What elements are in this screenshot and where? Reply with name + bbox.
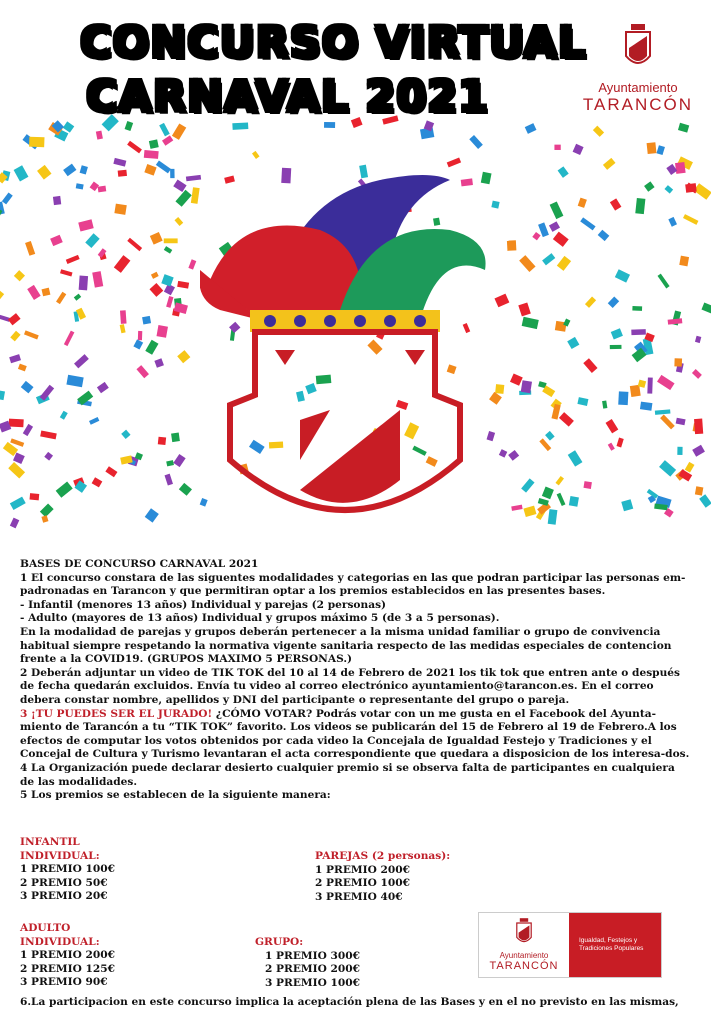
confetti-piece [553,232,569,247]
confetti-piece [9,419,24,428]
confetti-piece [676,418,686,426]
confetti-piece [173,454,185,467]
infantil-parejas-column [315,850,450,904]
confetti-piece [42,288,51,297]
footer-text: 6.La participacion en este concurso implica la aceptación plena de las Bases y en el no previsto en las mismas, [20,996,679,1008]
confetti-piece [525,123,537,134]
confetti-piece [156,160,171,173]
igualdad-festejos-logo [478,912,662,978]
confetti-piece [542,253,555,265]
confetti-piece [186,175,201,181]
confetti-piece [40,503,54,517]
confetti-piece [692,369,702,379]
confetti-piece [511,505,522,511]
infantil-parejas-heading: PAREJAS (2 personas): [315,850,451,862]
confetti-piece [29,137,44,147]
confetti-piece [232,122,248,129]
confetti-piece [162,135,173,145]
prize-line: 1 PREMIO 200€ [315,863,410,876]
confetti-piece [647,142,657,154]
confetti-piece [699,494,711,507]
title-line-2: CARNAVAL 2021 [86,72,489,122]
confetti-piece [8,313,21,325]
prize-line: 1 PREMIO 300€ [265,949,360,962]
confetti-piece [175,217,184,226]
confetti-piece [166,460,174,466]
confetti-piece [127,141,142,154]
confetti-piece [179,483,192,496]
adulto-grupo-column [255,936,360,990]
confetti-piece [92,477,103,487]
confetti-piece [8,462,25,479]
title-line-1: CONCURSO VIRTUAL [80,18,587,68]
carnival-jester-crest [200,160,490,550]
confetti-piece [136,365,149,378]
confetti-piece [133,339,143,349]
confetti-piece [63,164,76,177]
confetti-piece [40,430,57,439]
confetti-piece [679,256,689,267]
bases-paragraph-5: 2 Deberán adjuntar un video de TIK TOK del 10 al 14 de Febrero de 2021 los tik tok que entren ante o después de fecha quedarán excluidos. Envía tu video al correo electrónico ayuntamiento@tarancon.es. En el correo debera constar nombre, apellidos y DNI del participante o representante del grupo o pareja. [20,666,680,706]
confetti-piece [606,419,619,433]
confetti-piece [664,185,673,193]
confetti-piece [631,329,646,335]
infantil-heading: INFANTIL [20,836,80,848]
confetti-piece [79,276,88,291]
confetti-piece [154,358,164,368]
confetti-piece [567,337,579,349]
confetti-piece [583,358,597,373]
box-text-igualdad: Igualdad, Festejos y [579,937,638,944]
confetti-piece [23,424,33,436]
confetti-piece [89,417,99,425]
prize-line: 3 PREMIO 90€ [20,976,108,989]
confetti-piece [114,255,131,273]
confetti-piece [550,201,564,219]
bases-paragraph-7: 4 La Organización puede declarar desierto cualquier premio si se observa falta de participantes en cualquiera de las modalidades. [20,761,675,788]
confetti-piece [9,354,21,363]
confetti-piece [558,166,569,178]
confetti-piece [64,331,75,346]
confetti-piece [24,330,39,339]
confetti-piece [63,121,74,132]
prize-line: 3 PREMIO 100€ [265,976,360,989]
confetti-piece [149,139,159,148]
prize-line: 2 PREMIO 200€ [265,963,360,976]
confetti-piece [657,375,675,390]
confetti-piece [145,508,159,522]
confetti-piece [159,123,170,136]
confetti-piece [656,145,664,155]
bases-paragraph-2: - Infantil (menores 13 años) Individual y parejas (2 personas) [20,598,387,611]
confetti-piece [532,232,540,240]
confetti-piece [683,214,698,225]
confetti-piece [499,449,507,458]
confetti-piece [151,272,159,279]
confetti-piece [56,482,73,498]
confetti-piece [677,447,682,455]
confetti-piece [678,123,689,133]
confetti-piece [557,493,566,506]
bases-paragraph-6 [20,708,692,762]
confetti-piece [25,241,35,256]
confetti-piece [138,331,142,340]
ayuntamiento-logo [578,22,698,115]
confetti-piece [610,198,622,210]
confetti-piece [568,450,583,466]
confetti-piece [252,151,260,159]
confetti-piece [171,433,180,443]
confetti-piece [156,325,167,338]
confetti-piece [14,270,25,281]
prize-line: 2 PREMIO 50€ [20,876,108,889]
confetti-piece [37,165,51,180]
confetti-piece [518,302,531,316]
confetti-piece [10,497,26,510]
confetti-piece [617,438,624,448]
confetti-piece [602,401,607,409]
confetti-piece [489,392,502,405]
prize-line: 2 PREMIO 125€ [20,962,115,975]
confetti-piece [494,294,509,308]
confetti-piece [90,182,99,192]
confetti-piece [621,499,633,511]
adulto-individual-heading: INDIVIDUAL: [20,935,100,948]
confetti-piece [608,296,619,307]
confetti-piece [97,382,109,393]
confetti-piece [655,409,671,415]
confetti-piece [559,412,574,427]
confetti-piece [538,498,549,506]
confetti-piece [0,390,5,400]
bases-paragraph-1: 1 El concurso constara de las siguentes modalidades y categorias en las que podran participar las personas em-padronadas en Tarancon y que permitiran optar a los premios establecidos en las presentes bases. [20,571,686,598]
confetti-piece [685,183,697,193]
confetti-piece [630,385,641,397]
confetti-piece [692,445,705,457]
confetti-piece [74,354,89,368]
confetti-piece [618,391,628,405]
confetti-piece [555,476,564,485]
infantil-individual-heading: INDIVIDUAL: [20,849,100,862]
confetti-piece [21,381,34,393]
bases-paragraph-4: En la modalidad de parejas y grupos deberán pertenecer a la misma unidad familiar o grupo de convivencia habitual siempre respetando la normativa vigente sanitaria respecto de las medidas especiales de contencion frente a la COVID19. (GRUPOS MAXIMO 5 PERSONAS.) [20,625,672,666]
confetti-piece [175,190,191,207]
infantil-individual-column [20,836,115,904]
confetti-piece [165,474,173,486]
confetti-piece [74,294,81,301]
confetti-piece [10,518,19,529]
confetti-piece [144,164,156,176]
confetti-piece [685,462,695,473]
confetti-piece [66,375,83,387]
box-text-tradiciones: Tradiciones Populares [579,945,644,952]
confetti-piece [701,303,711,315]
confetti-piece [150,232,163,245]
confetti-piece [144,150,159,159]
adulto-heading: ADULTO [20,922,71,934]
confetti-piece [635,198,645,214]
confetti-piece [640,402,652,411]
confetti-piece [593,126,604,137]
crest-icon [513,917,535,947]
confetti-piece [114,204,126,215]
confetti-piece [598,230,610,241]
confetti-piece [44,452,53,461]
confetti-piece [583,481,591,489]
confetti-piece [675,162,686,174]
bases-paragraph-8: 5 Los premios se establecen de la siguiente manera: [20,789,331,802]
confetti-piece [120,324,126,333]
confetti-piece [173,180,186,193]
confetti-piece [113,158,126,167]
jurado-highlight: 3 ¡TU PUEDES SER EL JURADO! [20,707,213,720]
box-logo-tarancon: TARANCÓN [489,960,559,972]
confetti-piece [542,487,554,500]
confetti-piece [53,196,61,205]
confetti-piece [105,466,117,477]
confetti-piece [521,380,532,393]
prize-line: 3 PREMIO 20€ [20,890,108,903]
confetti-piece [507,240,516,251]
confetti-piece [158,437,166,445]
confetti-piece [66,255,80,264]
prize-line: 1 PREMIO 200€ [20,949,115,962]
confetti-piece [76,183,84,189]
confetti-piece [164,246,172,254]
confetti-piece [644,181,655,191]
confetti-piece [695,336,701,343]
confetti-piece [539,438,551,451]
confetti-piece [142,316,151,325]
confetti-piece [522,317,539,329]
adulto-individual-column [20,922,115,990]
confetti-piece [695,486,703,495]
confetti-piece [615,269,630,282]
confetti-piece [172,123,186,139]
confetti-piece [177,350,190,363]
bases-paragraph-3: - Adulto (mayores de 13 años) Individual y grupos máximo 5 (de 3 a 5 personas). [20,612,500,625]
voting-text: ¿CÓMO VOTAR? Podrás votar con un me gusta en el Facebook del Ayunta-miento de Tarancón a tu “TIK TOK” favorito. Los videos se publicarán del 15 de Febrero al 19 de Febrero.A los efectos de computar los votos obtenidos por cada video la Concejala de Igualdad Festejo y Tradiciones y el Concejal de Cultura y Turismo levantaran el acta correspondiente que quedara a disposicion de los interesa-dos. [20,707,690,761]
prize-line: 3 PREMIO 40€ [315,890,403,903]
confetti-piece [548,509,558,525]
confetti-piece [580,217,595,230]
confetti-piece [92,271,103,287]
confetti-piece [27,285,40,300]
confetti-piece [610,345,622,349]
logo-text-tarancon: TARANCÓN [582,95,694,114]
confetti-piece [30,493,40,500]
confetti-piece [557,256,571,271]
confetti-piece [121,430,130,439]
confetti-piece [660,414,675,429]
confetti-piece [118,170,127,177]
confetti-piece [495,384,504,394]
confetti-piece [161,274,173,286]
confetti-piece [56,292,66,304]
confetti-piece [611,328,623,339]
confetti-piece [60,411,68,420]
confetti-piece [469,135,483,149]
confetti-piece [632,306,642,311]
confetti-piece [674,358,682,366]
confetti-piece [120,310,127,324]
logo-text-ayuntamiento: Ayuntamiento [598,80,678,95]
confetti-piece [41,515,48,522]
confetti-piece [545,431,555,441]
confetti-piece [177,281,189,289]
confetti-piece [85,233,99,248]
confetti-piece [149,283,163,297]
confetti-piece [569,496,579,507]
confetti-piece [523,506,536,517]
confetti-piece [96,131,103,140]
confetti-piece [191,187,200,204]
confetti-piece [166,296,173,308]
confetti-piece [608,443,615,451]
confetti-piece [78,219,93,231]
prize-line: 2 PREMIO 100€ [315,877,410,890]
confetti-piece [60,269,72,276]
confetti-piece [510,373,523,385]
confetti-piece [658,274,670,289]
crest-icon [623,22,653,72]
box-logo-ayuntamiento: Ayuntamiento [499,951,549,960]
bases-text [20,558,692,803]
confetti-piece [519,255,535,272]
confetti-piece [521,478,534,492]
confetti-piece [10,331,20,342]
confetti-piece [668,318,683,324]
confetti-piece [549,221,560,232]
confetti-piece [647,377,652,393]
confetti-piece [170,169,175,178]
confetti-piece [577,397,588,406]
confetti-piece [585,296,596,307]
confetti-piece [14,165,29,181]
confetti-piece [98,186,107,193]
confetti-piece [188,259,196,269]
confetti-piece [125,121,134,131]
confetti-piece [694,418,703,434]
confetti-piece [50,235,63,246]
confetti-piece [573,144,584,155]
confetti-piece [324,122,335,128]
bases-heading: BASES DE CONCURSO CARNAVAL 2021 [20,558,259,570]
confetti-piece [659,460,676,476]
confetti-piece [80,165,88,174]
confetti-piece [0,290,4,303]
adulto-grupo-heading: GRUPO: [255,936,304,948]
confetti-piece [18,364,27,372]
confetti-piece [668,217,677,227]
confetti-piece [164,238,178,243]
confetti-piece [491,201,499,209]
confetti-piece [2,192,13,204]
confetti-piece [578,198,587,208]
confetti-piece [554,145,560,150]
confetti-piece [603,158,616,170]
prize-line: 1 PREMIO 100€ [20,863,115,876]
confetti-piece [0,315,10,322]
confetti-piece [127,238,142,251]
confetti-piece [508,450,519,461]
confetti-piece [145,340,158,355]
